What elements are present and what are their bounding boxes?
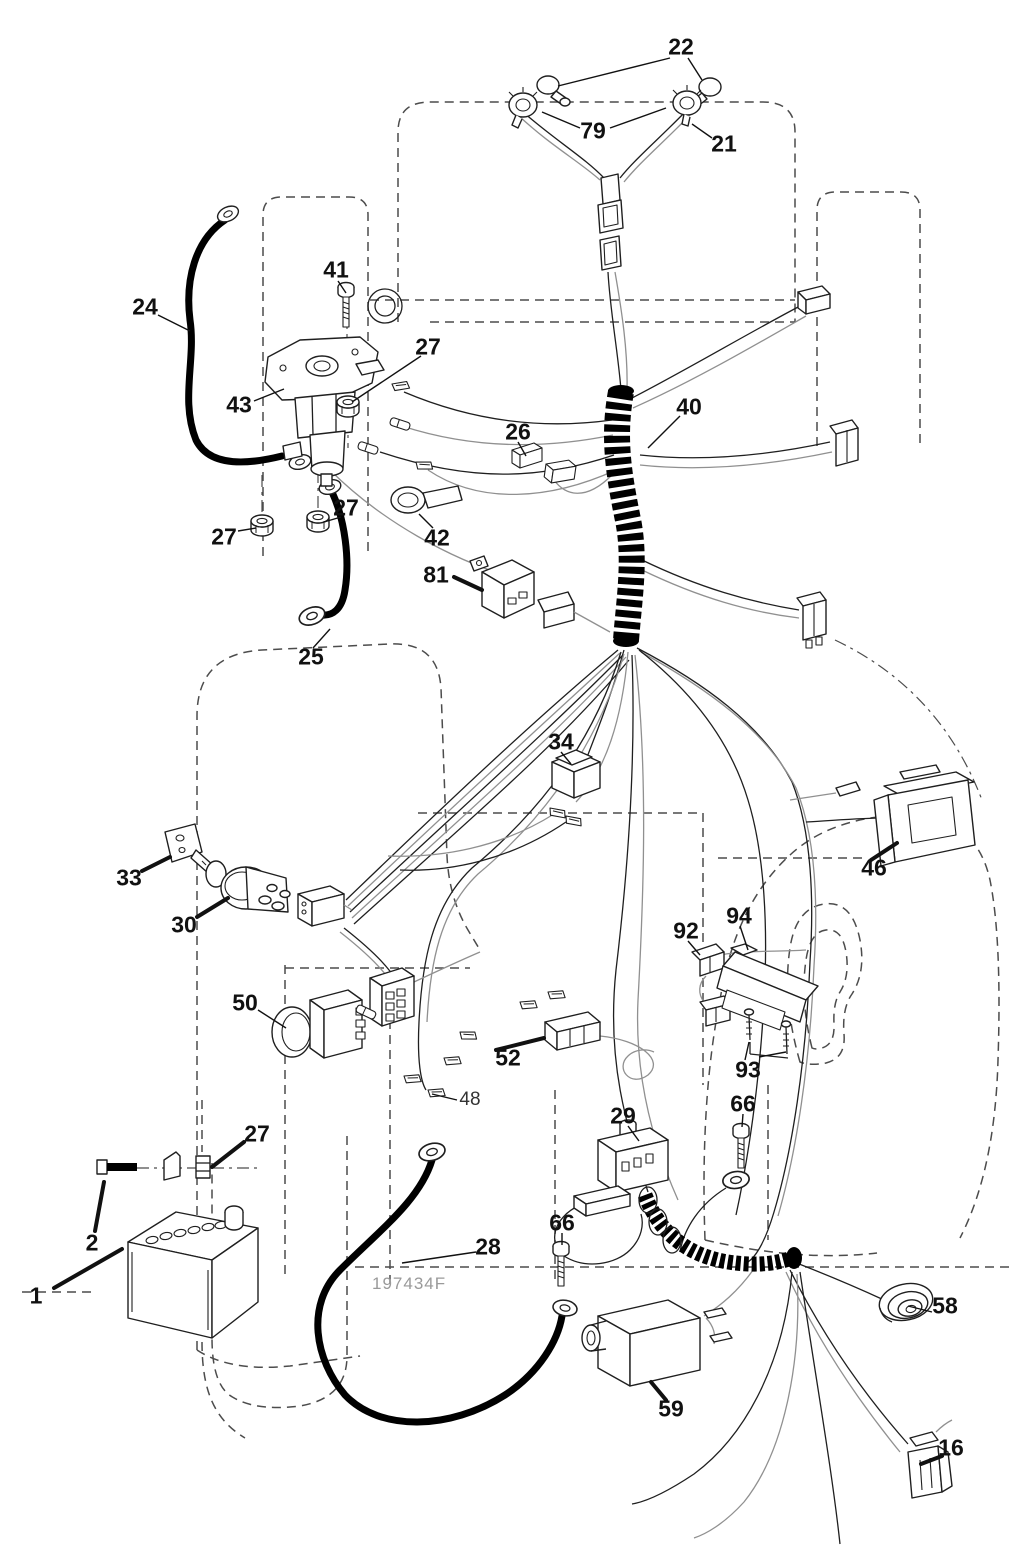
- fuse-holder-52: [545, 1012, 600, 1050]
- relay-81: [470, 556, 610, 632]
- hex-nut-27d: [196, 1156, 210, 1178]
- callout-41: 41: [323, 256, 349, 283]
- callout-59: 59: [658, 1395, 684, 1422]
- callout-58: 58: [932, 1292, 958, 1319]
- module-94: [717, 944, 818, 1058]
- callout-25: 25: [298, 643, 324, 670]
- callout-16: 16: [938, 1434, 964, 1461]
- components: [97, 76, 975, 1498]
- callout-26: 26: [505, 418, 531, 445]
- callout-50: 50: [232, 989, 258, 1016]
- callout-52: 52: [495, 1044, 521, 1071]
- callout-34: 34: [548, 728, 574, 755]
- pto-switch-50: [272, 968, 414, 1058]
- callout-46: 46: [861, 854, 887, 881]
- callout-66b: 66: [549, 1209, 575, 1236]
- callout-27b: 27: [211, 523, 237, 550]
- callout-48: 48: [459, 1089, 481, 1110]
- callout-21: 21: [711, 130, 737, 157]
- plug-cap-58: [876, 1279, 936, 1325]
- callout-24: 24: [132, 293, 158, 320]
- dash-connector-lower: [797, 592, 826, 648]
- callout-22: 22: [668, 33, 694, 60]
- battery-bolt-2: [97, 1160, 137, 1174]
- callout-1: 1: [29, 1282, 43, 1309]
- ignition-key-33: [165, 824, 214, 873]
- callout-79: 79: [580, 117, 606, 144]
- cable-clamp-42: [391, 486, 462, 513]
- callout-28: 28: [475, 1233, 501, 1260]
- headlight-connector-21: [598, 174, 623, 270]
- callout-81: 81: [423, 561, 449, 588]
- callout-27d: 27: [244, 1120, 270, 1147]
- callout-40: 40: [676, 393, 702, 420]
- terminal-cluster: [357, 379, 434, 474]
- hex-nut-27b: [251, 515, 273, 536]
- battery-1: [128, 1206, 258, 1338]
- dash-connector-upper: [798, 286, 830, 314]
- interlock-module-59: [582, 1300, 732, 1386]
- bolt-66-right: [722, 1124, 750, 1191]
- rocker-switch-34: [547, 750, 600, 830]
- callout-92: 92: [673, 917, 699, 944]
- ignition-switch-30: [206, 861, 352, 926]
- callout-27c: 27: [333, 494, 359, 521]
- callout-29: 29: [610, 1102, 636, 1129]
- main-loom-40: [617, 392, 632, 640]
- callout-27a: 27: [415, 333, 441, 360]
- callout-93: 93: [735, 1056, 761, 1083]
- callout-43: 43: [226, 391, 252, 418]
- callout-94: 94: [726, 902, 752, 929]
- callout-33: 33: [116, 864, 142, 891]
- callout-2: 2: [85, 1229, 99, 1256]
- starter-solenoid-43: [265, 337, 384, 486]
- battery-cable-24: [189, 220, 282, 462]
- callout-66a: 66: [730, 1090, 756, 1117]
- callout-30: 30: [171, 911, 197, 938]
- battery-bracket: [164, 1152, 180, 1180]
- dash-connector-mid: [830, 420, 858, 466]
- mounting-bolt-41: [338, 283, 354, 328]
- callout-42: 42: [424, 524, 450, 551]
- drawing-number-watermark: 197434F: [372, 1274, 447, 1293]
